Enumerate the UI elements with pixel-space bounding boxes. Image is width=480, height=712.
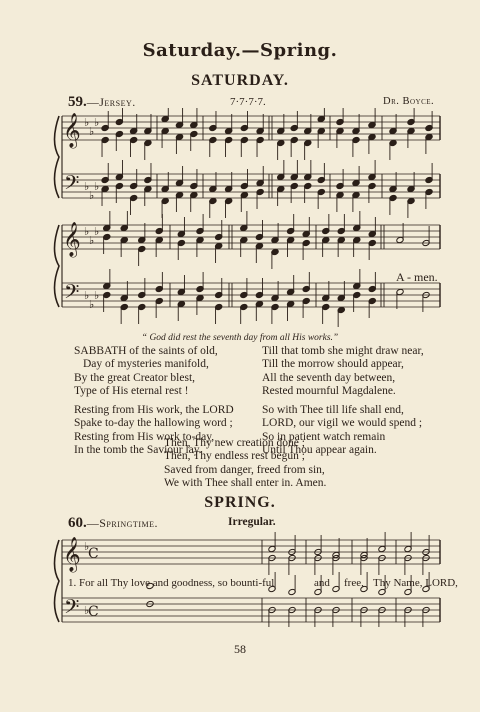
verse-line: SABBATH of the saints of old, <box>74 345 218 357</box>
stanza-1 <box>74 345 234 398</box>
verse-line: Rested mournful Magdalene. <box>262 384 396 397</box>
verse-line: Resting from His work to-day, <box>74 430 215 443</box>
system-3-key-flat: ♭ <box>84 540 90 553</box>
verse-line: Till that tomb she might draw near, <box>262 345 424 357</box>
hymn-59-music-notation <box>0 108 480 338</box>
system-1-treble-clef: 𝄞 <box>63 113 81 148</box>
verse-line: Then, Thy endless rest begun ; <box>164 450 305 463</box>
verse-line: In the tomb the Saviour lay. <box>74 444 202 457</box>
lyric-segment: 1. For all Thy love and goodness, so bounti-ful <box>68 577 275 589</box>
system-2-key-flat: ♭ <box>89 234 95 247</box>
hymn-59-epigraph: “ God did rest the seventh day from all His works.” <box>141 333 339 343</box>
system-2-key-flat: ♭ <box>94 225 100 238</box>
hymn-60-meter: Irregular. <box>228 516 276 528</box>
system-1-key-flat: ♭ <box>89 189 95 202</box>
system-3-brace <box>55 540 60 622</box>
system-2-key-flat: ♭ <box>84 225 90 238</box>
system-3-time-signature: C <box>88 546 99 562</box>
hymn-60-title: SPRING. <box>204 494 276 511</box>
hymn-60-tune: —Springtime. <box>86 516 158 530</box>
hymn-59-amen: A - men. <box>396 270 438 284</box>
verse-line: Type of His eternal rest ! <box>74 384 189 397</box>
system-1-key-flat: ♭ <box>84 116 90 129</box>
verse-line: So in patient watch remain <box>262 430 386 443</box>
lyric-segment: free, <box>344 577 364 589</box>
hymn-59-tune: —Jersey. <box>86 95 136 109</box>
page-number: 58 <box>234 642 246 656</box>
system-1-key-flat: ♭ <box>84 180 90 193</box>
verse-line: Until Thou appear again. <box>262 444 377 457</box>
system-2-key-flat: ♭ <box>89 298 95 311</box>
system-2-treble-clef: 𝄞 <box>63 222 81 257</box>
lyric-segment: and <box>314 577 330 589</box>
page-header: Saturday.—Spring. <box>142 40 338 61</box>
verse-line: Saved from danger, freed from sin, <box>164 463 325 476</box>
verse-line: We with Thee shall enter in. Amen. <box>164 476 327 489</box>
hymn-60-number: 60. <box>68 515 87 531</box>
hymn-59-title: SATURDAY. <box>191 72 289 89</box>
system-2-brace <box>55 225 60 307</box>
system-1-bass-clef: 𝄢 <box>64 171 80 199</box>
system-1-key-flat: ♭ <box>89 125 95 138</box>
system-2-bass-clef: 𝄢 <box>64 280 80 308</box>
system-3-key-flat: ♭ <box>84 604 90 617</box>
system-2-key-flat: ♭ <box>94 289 100 302</box>
hymn-59-final-stanza <box>164 437 326 490</box>
system-3-treble-clef: 𝄞 <box>63 537 81 572</box>
verse-line: Spake to-day the hallowing word ; <box>74 417 233 430</box>
verse-line: So with Thee till life shall end, <box>262 404 404 417</box>
hymn-59-meter: 7·7·7·7. <box>230 96 266 108</box>
stanza-3 <box>262 345 424 398</box>
hymn-59-number: 59. <box>68 94 87 110</box>
verse-line: Day of mysteries manifold, <box>83 358 209 371</box>
verse-line: Then, Thy new creation done ; <box>164 437 305 449</box>
system-1-key-flat: ♭ <box>94 116 100 129</box>
verse-line: Till the morrow should appear, <box>262 358 404 371</box>
lyric-segment: Thy Name, LORD, <box>373 577 458 589</box>
verse-line: By the great Creator blest, <box>74 371 196 384</box>
verse-line: All the seventh day between, <box>262 371 396 384</box>
system-3-time-signature: C <box>88 604 99 620</box>
system-3-bass-clef: 𝄢 <box>64 595 80 623</box>
system-1-brace <box>55 116 60 198</box>
hymn-59-composer: Dr. Boyce. <box>383 96 435 107</box>
system-2-key-flat: ♭ <box>84 289 90 302</box>
verse-line: LORD, our vigil we would spend ; <box>262 417 423 430</box>
system-1-key-flat: ♭ <box>94 180 100 193</box>
hymn-60-lyric-line <box>68 577 274 589</box>
verse-line: Resting from His work, the LORD <box>74 404 234 417</box>
